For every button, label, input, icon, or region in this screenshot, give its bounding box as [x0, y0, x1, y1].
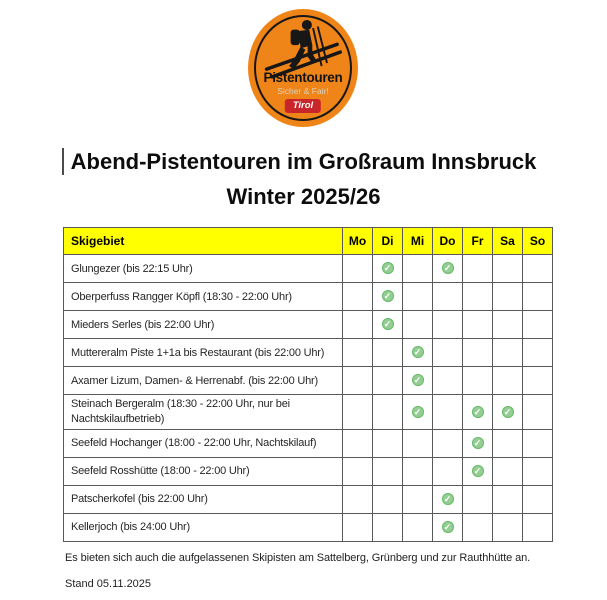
- column-header-fr: Fr: [463, 228, 493, 255]
- day-cell-fr: [463, 513, 493, 541]
- table-row: [64, 457, 553, 485]
- day-cell-fr: [463, 255, 493, 283]
- column-header-di: Di: [373, 228, 403, 255]
- day-cell-do: [433, 311, 463, 339]
- day-cell-mi: [403, 429, 433, 457]
- day-cell-sa: [493, 429, 523, 457]
- day-cell-fr: [463, 339, 493, 367]
- column-header-do: Do: [433, 228, 463, 255]
- day-cell-do: [433, 429, 463, 457]
- day-cell-mi: [403, 485, 433, 513]
- column-header-mi: Mi: [403, 228, 433, 255]
- check-icon: ✓: [382, 290, 394, 302]
- day-cell-di: [373, 513, 403, 541]
- day-cell-mi: [403, 255, 433, 283]
- check-icon: ✓: [382, 318, 394, 330]
- ski-area-name: Seefeld Rosshütte (18:00 - 22:00 Uhr): [64, 457, 343, 485]
- ski-area-name: Muttereralm Piste 1+1a bis Restaurant (bis 22:00 Uhr): [64, 339, 343, 367]
- check-icon: ✓: [412, 374, 424, 386]
- day-cell-so: [523, 485, 553, 513]
- table-body: [64, 255, 553, 542]
- day-cell-di: [373, 255, 403, 283]
- day-cell-mo: [343, 367, 373, 395]
- day-cell-mo: [343, 283, 373, 311]
- day-cell-sa: [493, 283, 523, 311]
- day-cell-so: [523, 283, 553, 311]
- day-cell-mo: [343, 255, 373, 283]
- date-stamp: Stand 05.11.2025: [65, 578, 152, 590]
- pistentouren-logo: [248, 9, 358, 127]
- day-cell-sa: [493, 395, 523, 430]
- day-cell-so: [523, 395, 553, 430]
- day-cell-do: [433, 485, 463, 513]
- table-row: [64, 283, 553, 311]
- day-cell-mi: [403, 283, 433, 311]
- logo-title: Pistentouren: [263, 70, 343, 85]
- column-header-sa: Sa: [493, 228, 523, 255]
- day-cell-mo: [343, 395, 373, 430]
- day-cell-sa: [493, 457, 523, 485]
- day-cell-so: [523, 367, 553, 395]
- day-cell-sa: [493, 339, 523, 367]
- day-cell-di: [373, 395, 403, 430]
- day-cell-di: [373, 339, 403, 367]
- title-line1: Abend-Pistentouren im Großraum Innsbruck: [70, 149, 537, 174]
- day-cell-do: [433, 283, 463, 311]
- header-row: [64, 228, 553, 255]
- day-cell-sa: [493, 485, 523, 513]
- ski-area-name: Glungezer (bis 22:15 Uhr): [64, 255, 343, 283]
- check-icon: ✓: [412, 346, 424, 358]
- day-cell-fr: [463, 485, 493, 513]
- ski-schedule-table: [63, 227, 553, 542]
- day-cell-sa: [493, 513, 523, 541]
- check-icon: ✓: [472, 406, 484, 418]
- title-line2: Winter 2025/26: [226, 184, 381, 209]
- day-cell-so: [523, 255, 553, 283]
- day-cell-mi: [403, 513, 433, 541]
- day-cell-so: [523, 513, 553, 541]
- day-cell-di: [373, 311, 403, 339]
- table-row: [64, 339, 553, 367]
- ski-area-name: Seefeld Hochanger (18:00 - 22:00 Uhr, Nachtskilauf): [64, 429, 343, 457]
- day-cell-fr: [463, 367, 493, 395]
- check-icon: ✓: [442, 493, 454, 505]
- day-cell-do: [433, 255, 463, 283]
- day-cell-sa: [493, 255, 523, 283]
- ski-area-name: Axamer Lizum, Damen- & Herrenabf. (bis 22:00 Uhr): [64, 367, 343, 395]
- check-icon: ✓: [382, 262, 394, 274]
- table-row: [64, 311, 553, 339]
- day-cell-mo: [343, 513, 373, 541]
- table-row: [64, 255, 553, 283]
- day-cell-fr: [463, 429, 493, 457]
- day-cell-mi: [403, 457, 433, 485]
- logo-subtitle: Sicher & Fair!: [277, 86, 329, 96]
- day-cell-di: [373, 485, 403, 513]
- footnote: Es bieten sich auch die aufgelassenen Skipisten am Sattelberg, Grünberg und zur Rauthhütte an.: [65, 552, 531, 564]
- column-header-skigebiet: Skigebiet: [64, 228, 343, 255]
- day-cell-mo: [343, 429, 373, 457]
- table-row: [64, 395, 553, 430]
- ski-area-name: Kellerjoch (bis 24:00 Uhr): [64, 513, 343, 541]
- day-cell-mi: [403, 367, 433, 395]
- check-icon: ✓: [412, 406, 424, 418]
- day-cell-di: [373, 283, 403, 311]
- check-icon: ✓: [442, 262, 454, 274]
- check-icon: ✓: [502, 406, 514, 418]
- day-cell-mo: [343, 457, 373, 485]
- day-cell-sa: [493, 367, 523, 395]
- column-header-so: So: [523, 228, 553, 255]
- day-cell-di: [373, 367, 403, 395]
- day-cell-fr: [463, 457, 493, 485]
- check-icon: ✓: [442, 521, 454, 533]
- day-cell-do: [433, 339, 463, 367]
- tirol-badge: Tirol: [285, 99, 321, 113]
- day-cell-mo: [343, 485, 373, 513]
- day-cell-mo: [343, 311, 373, 339]
- day-cell-so: [523, 429, 553, 457]
- day-cell-mo: [343, 339, 373, 367]
- day-cell-mi: [403, 395, 433, 430]
- day-cell-mi: [403, 339, 433, 367]
- table-row: [64, 513, 553, 541]
- day-cell-sa: [493, 311, 523, 339]
- day-cell-do: [433, 457, 463, 485]
- day-cell-so: [523, 311, 553, 339]
- day-cell-mi: [403, 311, 433, 339]
- day-cell-fr: [463, 283, 493, 311]
- ski-area-name: Steinach Bergeralm (18:30 - 22:00 Uhr, nur bei Nachtskilaufbetrieb): [64, 395, 343, 430]
- table-row: [64, 429, 553, 457]
- check-icon: ✓: [472, 437, 484, 449]
- day-cell-fr: [463, 395, 493, 430]
- table-row: [64, 485, 553, 513]
- ski-area-name: Mieders Serles (bis 22:00 Uhr): [64, 311, 343, 339]
- check-icon: ✓: [472, 465, 484, 477]
- ski-area-name: Patscherkofel (bis 22:00 Uhr): [64, 485, 343, 513]
- day-cell-so: [523, 339, 553, 367]
- day-cell-di: [373, 429, 403, 457]
- table-row: [64, 367, 553, 395]
- ski-area-name: Oberperfuss Rangger Köpfl (18:30 - 22:00 Uhr): [64, 283, 343, 311]
- day-cell-do: [433, 513, 463, 541]
- column-header-mo: Mo: [343, 228, 373, 255]
- day-cell-do: [433, 367, 463, 395]
- day-cell-fr: [463, 311, 493, 339]
- day-cell-di: [373, 457, 403, 485]
- day-cell-do: [433, 395, 463, 430]
- day-cell-so: [523, 457, 553, 485]
- document-title: [0, 144, 607, 214]
